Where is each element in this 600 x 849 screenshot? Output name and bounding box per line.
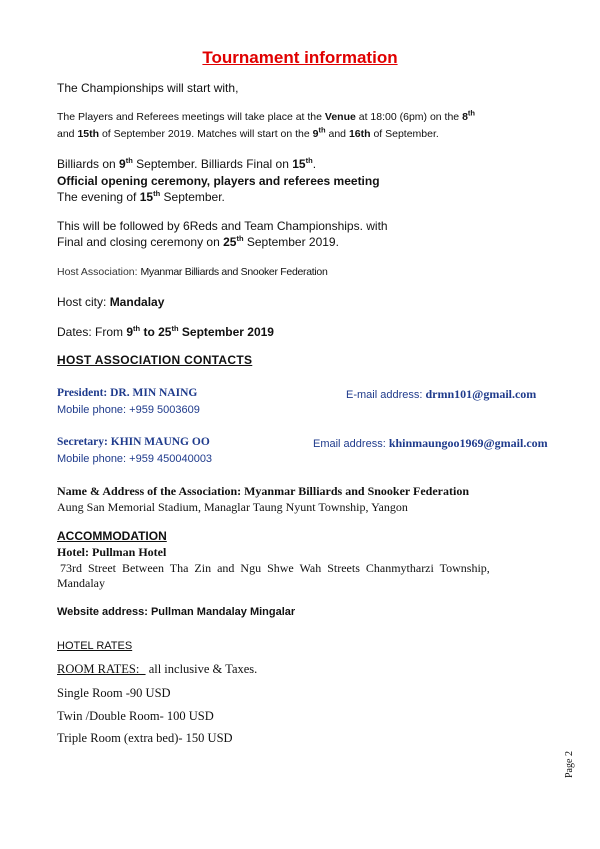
followed-line-2: Final and closing ceremony on 25th September 2019.	[57, 234, 339, 249]
association-address: Aung San Memorial Stadium, Managlar Taung Nyunt Township, Yangon	[57, 500, 408, 514]
president-email-row: E-mail address: drmn101@gmail.com	[346, 387, 537, 401]
dates-line: Dates: From 9th to 25th September 2019	[57, 324, 274, 339]
accommodation-heading: ACCOMMODATION	[57, 529, 167, 543]
website-address: Website address: Pullman Mandalay Mingalar	[57, 606, 296, 618]
hotel-name: Hotel: Pullman Hotel	[57, 545, 167, 559]
hotel-address-line-1: 73rd Street Between Tha Zin and Ngu Shwe Wah Streets Chanmytharzi Township,	[57, 561, 490, 575]
opening-ceremony-line: Official opening ceremony, players and referees meeting	[57, 174, 380, 188]
evening-line: The evening of 15th September.	[57, 189, 225, 204]
rate-item-single: Single Room -90 USD	[57, 686, 171, 700]
secretary-mobile: Mobile phone: +959 450040003	[57, 453, 213, 465]
contacts-heading: HOST ASSOCIATION CONTACTS	[57, 353, 253, 367]
rate-item-triple: Triple Room (extra bed)- 150 USD	[57, 731, 233, 745]
president-label: President: DR. MIN NAING	[57, 387, 198, 399]
page-title: Tournament information	[202, 48, 398, 67]
hotel-address-line-2: Mandalay	[57, 576, 105, 590]
secretary-email[interactable]: khinmaungoo1969@gmail.com	[388, 436, 548, 450]
association-name: Name & Address of the Association: Myanmar Billiards and Snooker Federation	[57, 484, 470, 498]
billiards-line-1: Billiards on 9th September. Billiards Final on 15th.	[57, 156, 317, 171]
host-city: Host city: Mandalay	[57, 295, 165, 309]
hotel-rates-heading: HOTEL RATES	[57, 640, 133, 652]
secretary-email-row: Email address: khinmaungoo1969@gmail.com	[313, 436, 548, 450]
host-association: Host Association: Myanmar Billiards and Snooker Federation	[57, 266, 328, 278]
secretary-label: Secretary: KHIN MAUNG OO	[57, 436, 210, 448]
rate-item-twin: Twin /Double Room- 100 USD	[57, 709, 214, 723]
intro-text: The Championships will start with,	[57, 81, 239, 95]
followed-line-1: This will be followed by 6Reds and Team Championships. with	[57, 219, 388, 233]
meetings-line-1: The Players and Referees meetings will take place at the Venue at 18:00 (6pm) on the 8th	[57, 108, 475, 123]
room-rates-line: ROOM RATES: all inclusive & Taxes.	[57, 662, 258, 676]
page-number-label: Page 2	[564, 751, 575, 778]
meetings-line-2: and 15th of September 2019. Matches will start on the 9th and 16th of September.	[57, 125, 439, 140]
president-mobile: Mobile phone: +959 5003609	[57, 404, 200, 416]
president-email[interactable]: drmn101@gmail.com	[425, 387, 537, 401]
